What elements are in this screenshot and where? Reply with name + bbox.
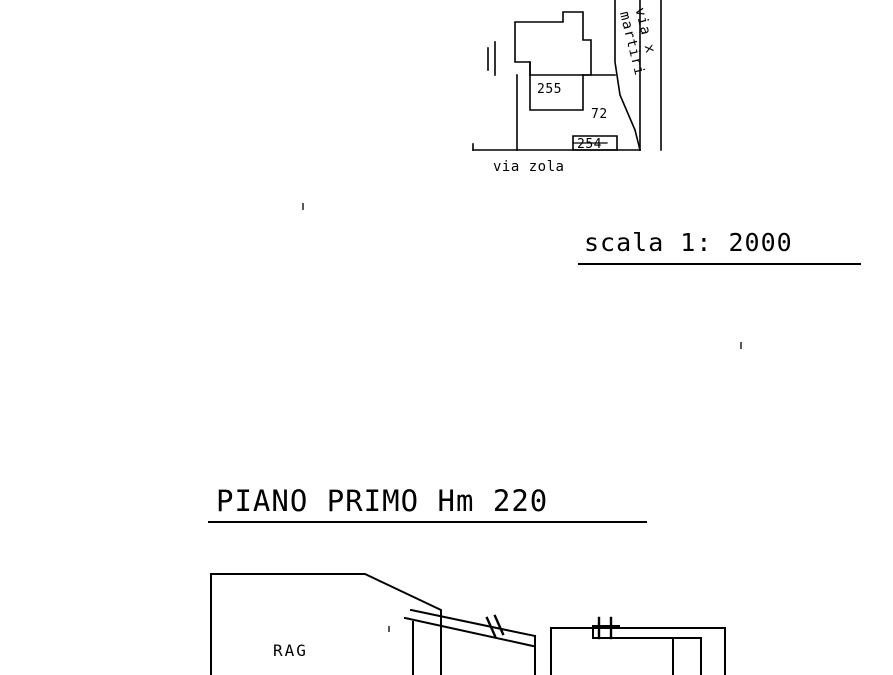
svg-text:255: 255 bbox=[537, 82, 562, 97]
parcel-number-255 bbox=[540, 82, 565, 96]
svg-text:72: 72 bbox=[591, 107, 608, 122]
room-label-rag bbox=[273, 646, 304, 663]
parcel-number-254 bbox=[580, 140, 605, 154]
scale-caption: scala 1: 2000 bbox=[584, 228, 793, 257]
floor-plan-title-underline bbox=[208, 521, 647, 523]
scan-speck bbox=[740, 342, 742, 349]
scan-speck bbox=[388, 626, 390, 632]
scale-caption-underline bbox=[578, 263, 861, 265]
street-label-via-zola: via zola bbox=[493, 159, 565, 175]
svg-text:254: 254 bbox=[577, 137, 602, 152]
street-label-via-x-martiri: via x martiri bbox=[615, 6, 659, 78]
site-key-map bbox=[455, 0, 705, 190]
parcel-number-72 bbox=[594, 107, 611, 121]
scan-speck bbox=[302, 203, 304, 210]
svg-text:RAG: RAG bbox=[273, 641, 308, 660]
floor-plan-title: PIANO PRIMO Hm 220 bbox=[216, 484, 549, 518]
